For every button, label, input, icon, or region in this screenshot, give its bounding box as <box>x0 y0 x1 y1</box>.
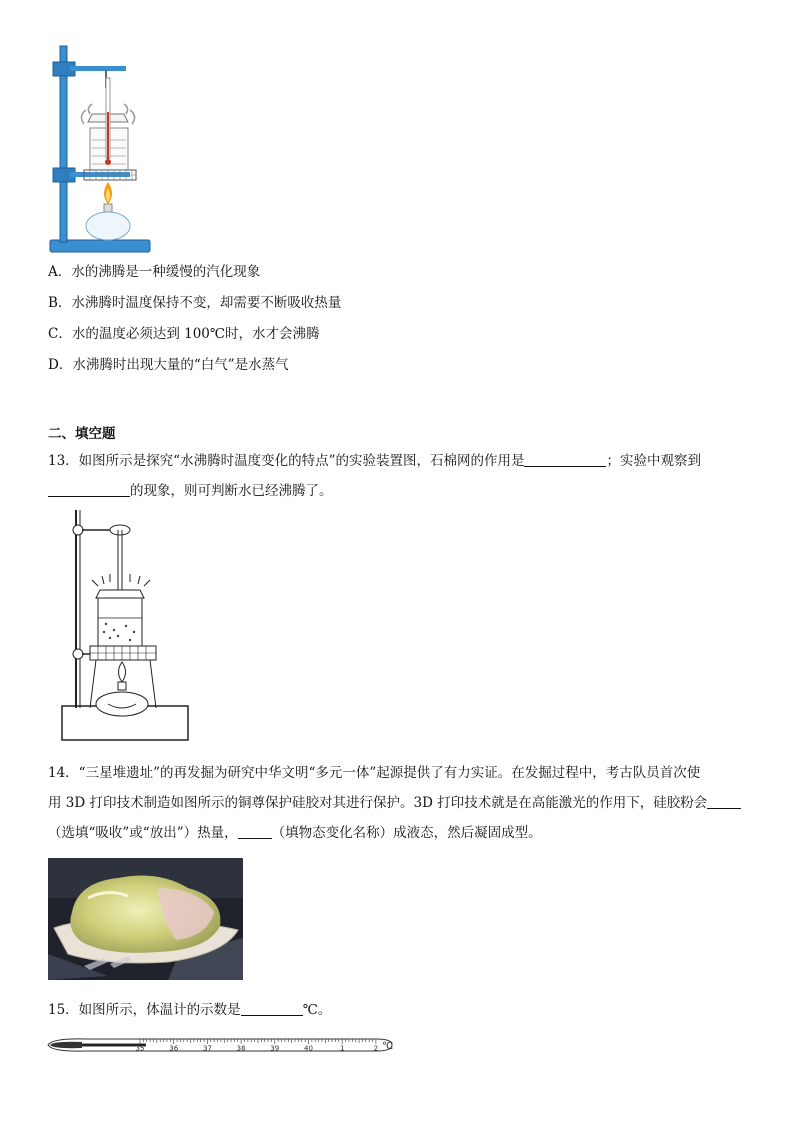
q13-blank-2[interactable] <box>48 482 130 497</box>
thermometer-scale-label: 40 <box>304 1044 313 1053</box>
q14-line-3 <box>48 824 542 842</box>
boiling-apparatus-figure-1 <box>44 42 156 260</box>
thermometer-scale-label: 38 <box>236 1044 246 1053</box>
q15-text-b: ℃。 <box>302 1002 332 1018</box>
q13-text-a: 13．如图所示是探究“水沸腾时温度变化的特点”的实验装置图，石棉网的作用是 <box>48 453 525 469</box>
q13-text-b: ；实验中观察到 <box>606 453 701 469</box>
thermometer-scale-label: 39 <box>270 1044 280 1053</box>
q14-text-c: （填物态变化名称）成液态，然后凝固成型。 <box>271 825 542 841</box>
q13-line-1 <box>48 452 701 470</box>
option-d: D．水沸腾时出现大量的“白气”是水蒸气 <box>48 357 289 373</box>
q13-text-c: 的现象，则可判断水已经沸腾了。 <box>130 483 333 499</box>
q15-text-a: 15．如图所示，体温计的示数是 <box>48 1002 241 1018</box>
thermometer-scale-label: 37 <box>202 1044 212 1053</box>
q15-line <box>48 1001 331 1019</box>
thermometer-scale-label: 2 <box>373 1044 379 1053</box>
thermometer-scale-label: 36 <box>169 1044 179 1053</box>
q13-blank-1[interactable] <box>524 452 606 467</box>
clinical-thermometer <box>46 1034 396 1056</box>
thermometer-scale-label: 1 <box>339 1044 345 1053</box>
q14-blank-2[interactable] <box>238 824 272 839</box>
option-a: A．水的沸腾是一种缓慢的汽化现象 <box>48 264 261 280</box>
q14-line-2 <box>48 794 741 812</box>
q13-line-2 <box>48 482 333 500</box>
q14-text-a: 用 3D 打印技术制造如图所示的铜尊保护硅胶对其进行保护。3D 打印技术就是在高能激光的作用下，硅胶粉会 <box>48 795 708 811</box>
q14-blank-1[interactable] <box>707 794 741 809</box>
section-heading: 二、填空题 <box>48 426 116 442</box>
thermometer-scale-label: 35 <box>135 1044 145 1053</box>
option-b: B．水沸腾时温度保持不变，却需要不断吸收热量 <box>48 295 342 311</box>
thermometer-unit: ℃ <box>382 1041 394 1052</box>
boiling-apparatus-figure-2 <box>58 506 192 746</box>
q15-blank[interactable] <box>241 1001 303 1016</box>
option-c: C．水的温度必须达到 100℃时，水才会沸腾 <box>48 326 320 342</box>
q14-text-b: （选填“吸收”或“放出”）热量， <box>48 825 238 841</box>
q14-line-1: 14．“三星堆遗址”的再发掘为研究中华文明“多元一体”起源提供了有力实证。在发掘过程中，考古队员首次使 <box>48 765 701 781</box>
silicone-vessel-photo <box>48 858 243 980</box>
